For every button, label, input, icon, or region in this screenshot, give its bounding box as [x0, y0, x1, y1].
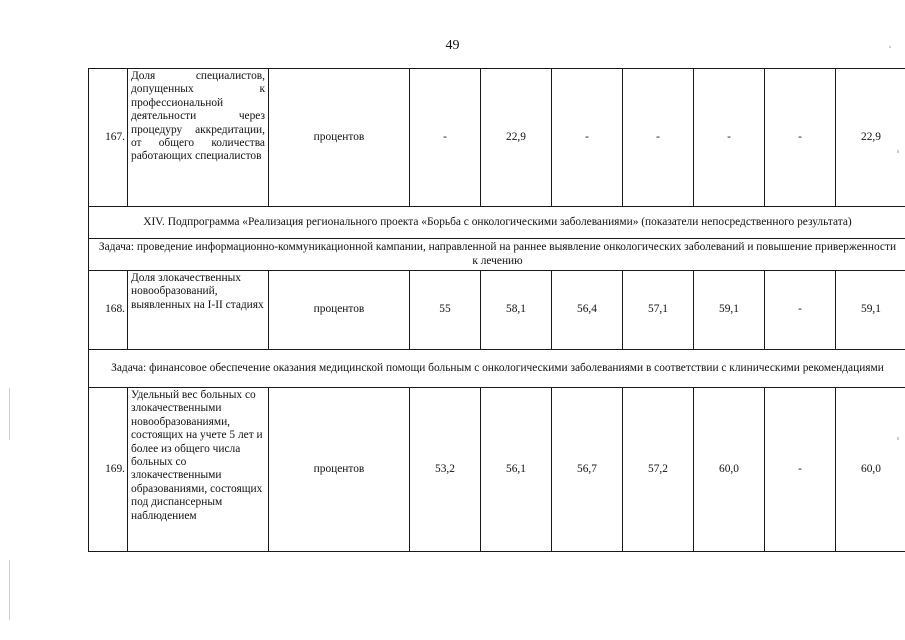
row-number: 168.: [89, 271, 128, 350]
value-cell-6: -: [765, 271, 836, 350]
value-cell-2: 22,9: [481, 69, 552, 207]
value-cell-7: 60,0: [836, 388, 905, 552]
unit-cell: процентов: [269, 388, 410, 552]
value-cell-4: 57,1: [623, 271, 694, 350]
task-heading: Задача: финансовое обеспечение оказания медицинской помощи больным с онкологическими заболеваниями в соответствии с клиническими рекомендациями: [89, 350, 905, 388]
value-cell-5: -: [694, 69, 765, 207]
subprogram-heading: XIV. Подпрограмма «Реализация регионального проекта «Борьба с онкологическими заболеваниями» (показатели непосредственного результата): [89, 207, 905, 239]
scan-mark-right: [889, 46, 891, 48]
scan-mark-left: [9, 388, 10, 440]
value-cell-5: 60,0: [694, 388, 765, 552]
scan-mark-left-lower: [9, 560, 10, 620]
page-number: 49: [445, 38, 460, 53]
task-row-2: [89, 350, 905, 388]
subprogram-row: [89, 207, 905, 239]
value-cell-4: -: [623, 69, 694, 207]
value-cell-1: 55: [410, 271, 481, 350]
task-row-1: [89, 239, 905, 271]
value-cell-1: -: [410, 69, 481, 207]
task-heading: Задача: проведение информационно-коммуникационной кампании, направленной на раннее выявление онкологических заболеваний и повышение приверженности к лечению: [89, 239, 905, 271]
table-row-167: [89, 69, 905, 207]
row-number: 167.: [89, 69, 128, 207]
value-cell-2: 56,1: [481, 388, 552, 552]
scan-mark-right-mid: [897, 150, 899, 153]
value-cell-3: -: [552, 69, 623, 207]
value-cell-7: 22,9: [836, 69, 905, 207]
value-cell-6: -: [765, 69, 836, 207]
value-cell-1: 53,2: [410, 388, 481, 552]
row-number: 169.: [89, 388, 128, 552]
value-cell-6: -: [765, 388, 836, 552]
value-cell-5: 59,1: [694, 271, 765, 350]
value-cell-7: 59,1: [836, 271, 905, 350]
indicator-name: Доля специалистов, допущенных к профессиональной деятельности через процедуру аккредитации, от общего количества работающих специалистов: [128, 69, 269, 207]
indicator-name: Удельный вес больных со злокачественными новообразованиями, состоящих на учете 5 лет и более из общего числа больных со злокачественными образованиями, состоящих под диспансерным наблюдением: [128, 388, 269, 552]
unit-cell: процентов: [269, 271, 410, 350]
scan-mark-right-low: [897, 437, 899, 440]
table-row-169: [89, 388, 905, 552]
value-cell-3: 56,4: [552, 271, 623, 350]
table-row-168: [89, 271, 905, 350]
indicators-table: [88, 68, 905, 552]
value-cell-4: 57,2: [623, 388, 694, 552]
indicator-name: Доля злокачественных новообразований, выявленных на I-II стадиях: [128, 271, 269, 350]
value-cell-2: 58,1: [481, 271, 552, 350]
unit-cell: процентов: [269, 69, 410, 207]
value-cell-3: 56,7: [552, 388, 623, 552]
